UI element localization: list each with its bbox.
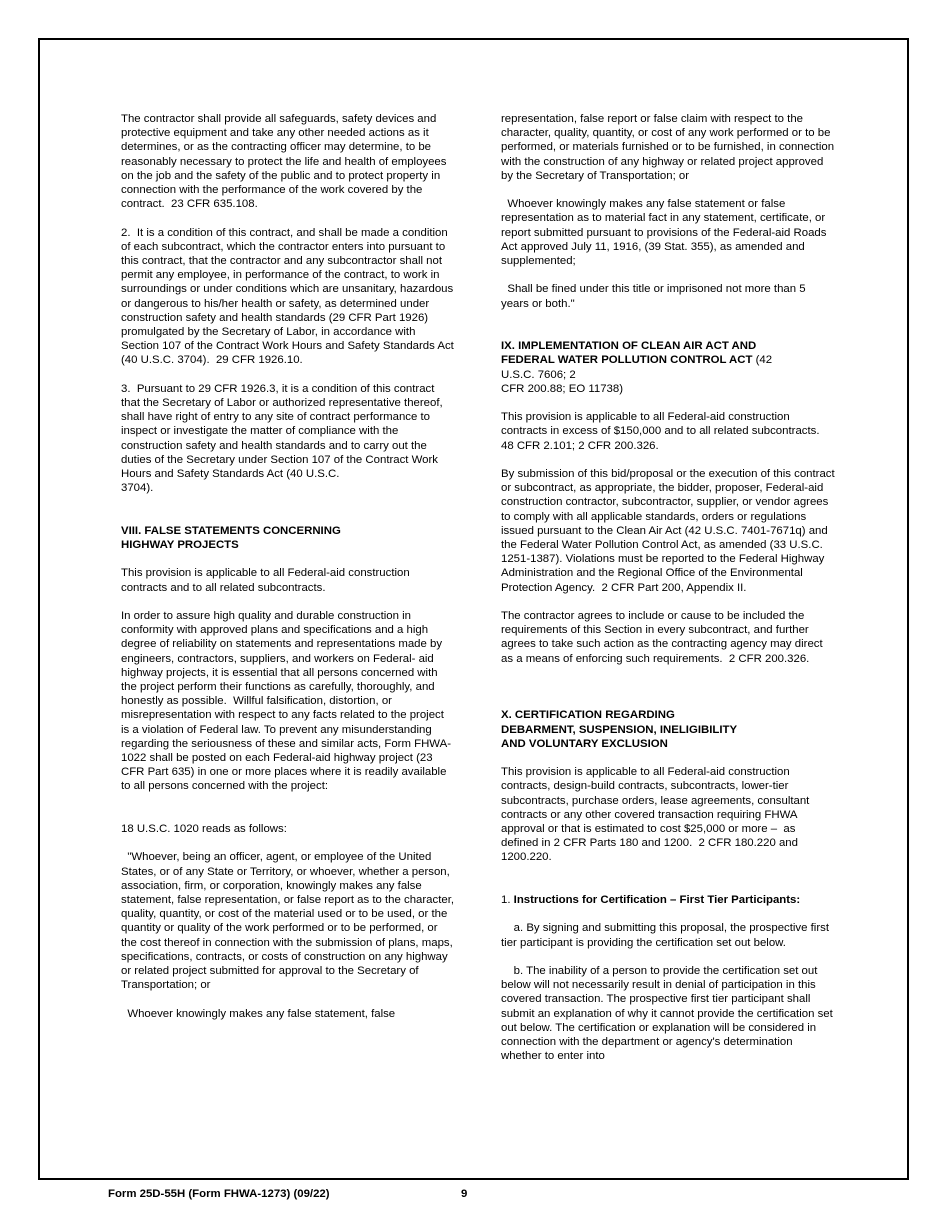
footer-form-id: Form 25D-55H (Form FHWA-1273) (09/22)	[108, 1188, 330, 1200]
paragraph-ix-agrees: The contractor agrees to include or cause to be included the requirements of this Section in every subcontract, and further agrees to take such action as the contracting agency may direct as a means of enforcing such requirements. 2 CFR 200.326.	[501, 610, 826, 665]
heading-section-x: X. CERTIFICATION REGARDING DEBARMENT, SUSPENSION, INELIGIBILITY AND VOLUNTARY EXCLUSION	[501, 709, 738, 750]
right-column	[501, 112, 838, 1063]
paragraph-quote-whoever-2: Whoever knowingly makes any false statement, false	[121, 1007, 396, 1020]
paragraph-assure-quality: In order to assure high quality and durable construction in conformity with approved plans and specifications and a high degree of reliability on statements and representations made by engineers, contractors, suppliers, and workers on Federal- aid highway projects, it is essential that all persons concerned with the project perform their functions as carefully, thoroughly, and honestly as possible. Willful falsification, distortion, or misrepresentation with respect to any facts related to the project is a violation of Federal law. To prevent any misunderstanding regarding the seriousness of these and similar acts, Form FHWA-1022 shall be posted on each Federal-aid highway project (23 CFR Part 635) in one or more places where it is readily available to all persons concerned with the project:	[121, 610, 452, 793]
paragraph-safeguards: The contractor shall provide all safeguards, safety devices and protective equipment and take any other needed actions as it determines, or as the contracting officer may determine, to be reasonably necessary to protect the life and health of employees on the job and the safety of the public and to protect property in connection with the performance of the work covered by the contract. 23 CFR 635.108.	[121, 113, 450, 211]
paragraph-quote-fined: Shall be fined under this title or imprisoned not more than 5 years or both."	[501, 283, 809, 310]
left-column	[121, 112, 458, 1021]
paragraph-item-1a: a. By signing and submitting this proposal, the prospective first tier participant is providing the certification set out below.	[501, 922, 833, 949]
paragraph-viii-applicable: This provision is applicable to all Federal-aid construction contracts and to all related subcontracts.	[121, 567, 413, 594]
paragraph-x-applicable: This provision is applicable to all Federal-aid construction contracts, design-build contracts, subcontracts, lower-tier subcontracts, purchase orders, lease agreements, consultant contracts or any other covered transaction requiring FHWA approval or that is estimated to cost $25,000 or more – as defined in 2 CFR Parts 180 and 1200. 2 CFR 180.220 and 1200.220.	[501, 766, 813, 864]
paragraph-usc-1020: 18 U.S.C. 1020 reads as follows:	[121, 823, 287, 836]
heading-section-ix-citation: (42 U.S.C. 7606; 2 CFR 200.88; EO 11738)	[501, 354, 773, 395]
paragraph-quote-whoever-3: Whoever knowingly makes any false statement or false representation as to material fact in any statement, certificate, or report submitted pursuant to provisions of the Federal-aid Roads Act approved July 11, 1916, (39 Stat. 355), as amended and supplemented;	[501, 198, 829, 268]
item-1-heading: Instructions for Certification – First Tier Participants:	[513, 894, 801, 907]
heading-section-viii: VIII. FALSE STATEMENTS CONCERNING HIGHWAY PROJECTS	[121, 524, 341, 552]
paragraph-ix-applicable: This provision is applicable to all Federal-aid construction contracts in excess of $150,000 and to all related subcontracts. 48 CFR 2.101; 2 CFR 200.326.	[501, 411, 826, 452]
footer-page-number: 9	[461, 1188, 468, 1200]
paragraph-item-1b: b. The inability of a person to provide the certification set out below will not necessarily result in denial of participation in this covered transaction. The prospective first tier participant shall submit an explanation of why it cannot provide the certification set out below. The certification or explanation will be considered in connection with the department or agency's determination whether to enter into	[501, 965, 836, 1063]
paragraph-item-3: 3. Pursuant to 29 CFR 1926.3, it is a condition of this contract that the Secretary of Labor or authorized representative thereof, shall have right of entry to any site of contract performance to inspect or investigate the matter of compliance with the construction safety and health standards and to carry out the duties of the Secretary under Section 107 of the Contract Work Hours and Safety Standards Act (40 U.S.C. 3704).	[121, 382, 443, 495]
item-1-heading-block	[501, 893, 835, 907]
heading-section-ix-block	[501, 339, 835, 396]
item-1-number: 1.	[501, 894, 514, 907]
paragraph-item-2: 2. It is a condition of this contract, and shall be made a condition of each subcontract, which the contractor enters into pursuant to this contract, that the contractor and any subcontractor shall not permit any employee, in performance of the contract, to work in surroundings or under conditions which are unsanitary, hazardous or dangerous to his/her health or safety, as determined under construction safety and health standards (29 CFR Part 1926) promulgated by the Secretary of Labor, in accordance with Section 107 of the Contract Work Hours and Safety Standards Act (40 U.S.C. 3704). 29 CFR 1926.10.	[121, 226, 458, 367]
paragraph-quote-continued: representation, false report or false claim with respect to the character, quality, quantity, or cost of any work performed or to be performed, or materials furnished or to be furnished, in connection with the construction of any highway or related project approved by the Secretary of Transportation; or	[501, 113, 838, 182]
paragraph-quote-whoever-1: "Whoever, being an officer, agent, or employee of the United States, or of any State or Territory, or whoever, whether a person, association, firm, or corporation, knowingly makes any false statement, false representation, or false report as to the character, quality, quantity, or cost of the material used or to be used, or the quantity or quality of the work performed or to be performed, or the cost thereof in connection with the submission of plans, maps, specifications, contracts, or costs of construction on any highway or related project submitted for approval to the Secretary of Transportation; or	[121, 851, 458, 992]
heading-section-ix: IX. IMPLEMENTATION OF CLEAN AIR ACT AND FEDERAL WATER POLLUTION CONTROL ACT	[501, 340, 757, 367]
paragraph-ix-submission: By submission of this bid/proposal or the execution of this contract or subcontract, as appropriate, the bidder, proposer, Federal-aid construction contractor, subcontractor, supplier, or vendor agrees to comply with all applicable standards, orders or regulations issued pursuant to the Clean Air Act (42 U.S.C. 7401-7671q) and the Federal Water Pollution Control Act, as amended (33 U.S.C. 1251-1387). Violations must be reported to the Federal Highway Administration and the Regional Office of the Environmental Protection Agency. 2 CFR Part 200, Appendix II.	[501, 468, 838, 594]
